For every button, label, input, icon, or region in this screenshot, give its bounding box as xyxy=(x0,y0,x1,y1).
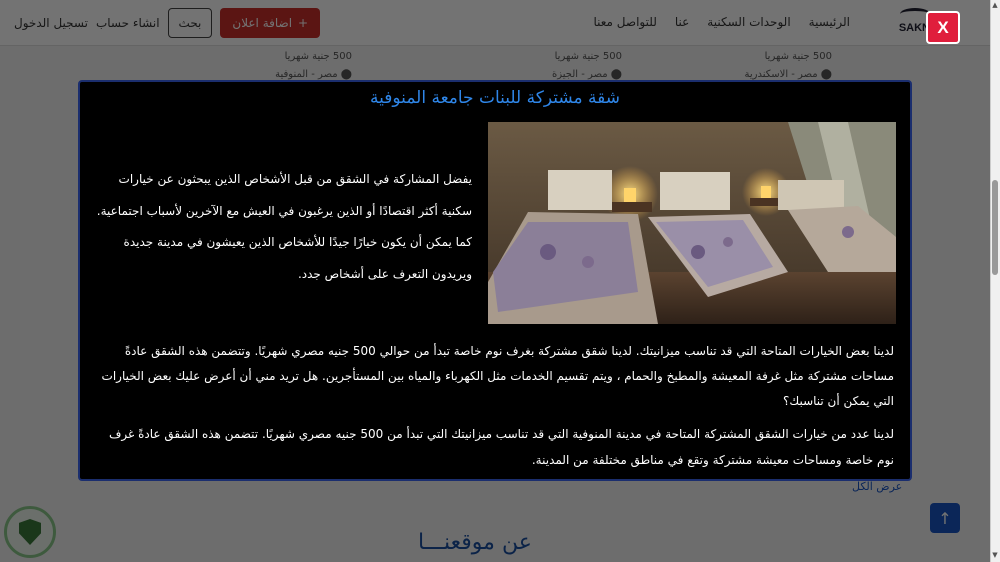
scroll-down-arrow-icon[interactable]: ▼ xyxy=(992,551,998,559)
listing-modal xyxy=(78,80,912,481)
page-scrollbar[interactable] xyxy=(990,0,1000,562)
modal-description-1: يفضل المشاركة في الشقق من قبل الأشخاص الذين يبحثون عن خيارات سكنية أكثر اقتصادًا أو الذين يرغبون في العيش مع الآخرين لأسباب اجتماعية. كما يمكن أن يكون خيارًا جيدًا للأشخاص الذين يعيشون في مدينة جديدة ويريدون التعرف على أشخاص جدد. xyxy=(96,172,472,281)
modal-description-2: لدينا بعض الخيارات المتاحة التي قد تناسب ميزانيتك. لدينا شقق مشتركة بغرف نوم خاصة تبدأ من حوالي 500 جنيه مصري شهريًا. وتتضمن هذه الشقق عادةً مساحات مشتركة مثل غرفة المعيشة والمطبخ والحمام ، ويتم تقسيم الخدمات مثل الكهرباء والمياه بين المستأجرين. هل تريد مني أن أعرض عليك بعض الخيارات التي يمكن أن تناسبك؟ xyxy=(101,344,894,408)
scroll-up-arrow-icon[interactable]: ▲ xyxy=(992,1,998,9)
scrollbar-thumb[interactable] xyxy=(992,180,998,275)
modal-title: شقة مشتركة للبنات جامعة المنوفية xyxy=(370,88,620,108)
bedroom-photo-illustration xyxy=(488,122,896,324)
close-modal-button[interactable]: X xyxy=(926,11,960,44)
bedroom-photo xyxy=(488,122,896,324)
modal-description-3: لدينا عدد من خيارات الشقق المشتركة المتاحة في مدينة المنوفية التي قد تناسب ميزانيتك التي تبدأ من 500 جنيه مصري شهريًا. تتضمن هذه الشقق عادةً غرف نوم خاصة ومساحات معيشة مشتركة وتقع في مناطق مختلفة من المدينة. xyxy=(108,427,894,467)
